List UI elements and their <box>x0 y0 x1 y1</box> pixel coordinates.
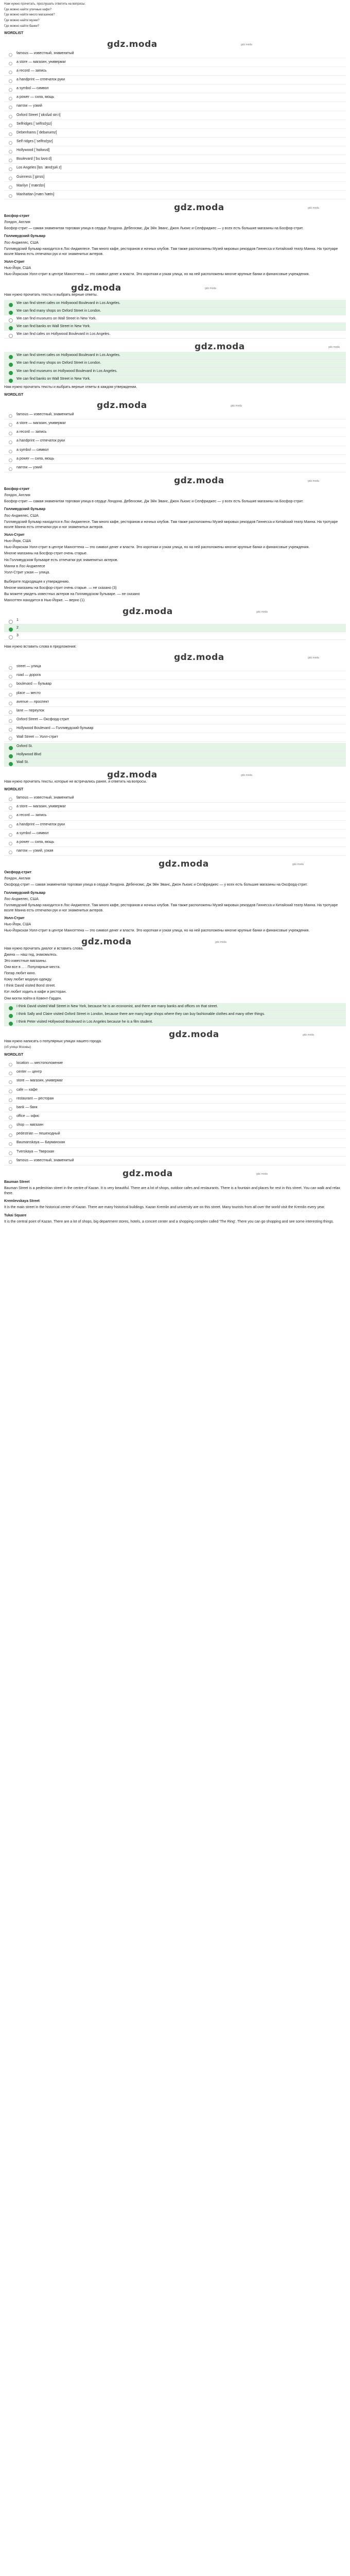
list-item: Oxford Street — Оксфорд-стрит <box>4 716 346 724</box>
text-block <box>4 870 346 934</box>
list-item: avenue — проспект <box>4 698 346 707</box>
paragraph: Оксфорд-стрит — самая знаменитая торговая улица в сердце Лондона. Дебенхэмс, Дж Эйн Эванс, Джон Льюис и Селфриджес — у всех есть большие магазины на Оксфорд-стрит. <box>4 883 308 887</box>
word-list <box>4 49 346 199</box>
watermark-small: gdz.moda <box>256 610 268 614</box>
paragraph: Нью-Йорк, США <box>4 923 31 927</box>
dialog-line: Они все в ... . Популярные места. <box>4 965 61 969</box>
question-line: Нам нужно прочитать, прослушать ответить на вопросы: <box>4 3 86 6</box>
answer-options <box>4 352 346 383</box>
list-item: a record — запись <box>4 811 346 820</box>
watermark-row <box>4 1027 346 1039</box>
answer-option[interactable]: 2 <box>4 624 346 632</box>
list-item: narrow — узкий, узкая <box>4 847 346 856</box>
dialog-intro: Нам нужно прочитать диалог и вставить слова. <box>4 946 84 951</box>
section-heading: Голливудский бульвар <box>4 507 46 512</box>
watermark-logo: gdz.moda <box>97 400 147 411</box>
wordlist-title: WORDLIST <box>4 31 24 36</box>
section-heading: Bauman Street <box>4 1180 30 1184</box>
list-item: Manhattan [mænˈhætn] <box>4 191 346 199</box>
list-item: office — офис <box>4 1112 346 1121</box>
paragraph: Лондон, Англия <box>4 221 30 225</box>
list-item: a record — запись <box>4 67 346 76</box>
dialog-line: Джина — наш гид, знакомьтесь. <box>4 953 58 957</box>
wordlist-title: WORDLIST <box>4 1053 24 1057</box>
list-item: Selfridges [ˈselfrɪdʒɪz] <box>4 120 346 129</box>
list-item: Wall Street — Уолл-стрит <box>4 733 346 742</box>
list-item: restaurant — ресторан <box>4 1095 346 1104</box>
paragraph: Голливудский бульвар находится в Лос-Анджелесе. Там много кафе, ресторанов и ночных клубов. Там также расположены Музей мировых рекордов Гиннесса и Китайский театр Манна. На тротуаре возле Манна есть отпечатки рук и ног знаменитых актеров. <box>4 520 338 529</box>
text-block <box>4 1179 346 1225</box>
paragraph: Многие магазины на Босфор-стрит очень старые. <box>4 552 88 556</box>
paragraph: Нью-Йорк, США <box>4 266 31 270</box>
watermark-row <box>4 768 346 779</box>
question-line: Где можно найти банки? <box>4 24 40 28</box>
answer-options <box>4 617 346 640</box>
section-heading: Уолл-Стрит <box>4 533 25 537</box>
answer-option[interactable]: We can find street cafes on Hollywood Boulevard in Los Angeles. <box>4 300 346 308</box>
answer-option[interactable]: I think Peter visited Hollywood Boulevard in Los Angeles because he is a film student. <box>4 1019 346 1026</box>
watermark-small: gdz.moda <box>303 1033 314 1037</box>
list-item: cafe — кафе <box>4 1086 346 1095</box>
watermark-logo: gdz.moda <box>122 606 173 617</box>
list-item: location — местоположение <box>4 1059 346 1068</box>
answer-option[interactable]: 3 <box>4 632 346 640</box>
wordlist-intro: Нам нужно вставить слова в предложения: <box>4 645 77 649</box>
paragraph: Босфор-стрит — самая знаменитая торговая улица в сердце Лондона. Дебенхэмс, Дж Эйн Эванс, Джон Льюис и Селфриджес — у всех есть большие магазины на Босфор-стрит. <box>4 500 304 504</box>
list-item: a symbol — символ <box>4 829 346 838</box>
question-line: Где можно найти уличные кафе? <box>4 8 52 11</box>
list-item: famous — известный, знаменитый <box>4 794 346 803</box>
list-item: a store — магазин, универмаг <box>4 803 346 811</box>
watermark-small: gdz.moda <box>292 863 304 867</box>
watermark-logo: gdz.moda <box>195 342 245 352</box>
watermark-logo: gdz.moda <box>107 39 157 49</box>
watermark-logo: gdz.moda <box>71 283 121 294</box>
list-item: lane — переулок <box>4 707 346 716</box>
task-intro: Нам нужно прочитать тексты и выбрать верные ответы. <box>4 293 98 297</box>
dialog-line: Кому любит модную одежду. <box>4 978 52 982</box>
question-line: Вы можете увидеть известных актеров на Голливудском бульваре. — не сказано <box>4 592 140 597</box>
answer-option[interactable]: We can find cafes on Hollywood Boulevard in Los Angeles. <box>4 331 346 338</box>
watermark-row <box>4 650 346 662</box>
watermark-small: gdz.moda <box>308 656 319 660</box>
watermark-row <box>4 398 346 410</box>
watermark-row <box>4 857 346 868</box>
wordlist-title: WORDLIST <box>4 787 24 791</box>
watermark-logo: gdz.moda <box>169 1029 219 1040</box>
watermark-row <box>4 281 346 292</box>
section-heading: Голливудский бульвар <box>4 234 46 239</box>
answer-option[interactable]: We can find banks on Wall Street in New York. <box>4 323 346 331</box>
list-item: narrow — узкий <box>4 102 346 111</box>
watermark-small: gdz.moda <box>231 404 242 408</box>
section-heading: Босфор-стрит <box>4 487 30 492</box>
section-heading: Уолл-Стрит <box>4 260 25 264</box>
question-sub: (об улице Москвы) <box>4 1046 31 1049</box>
answer-option[interactable]: We can find many shops on Oxford Street in London. <box>4 308 346 315</box>
watermark-small: gdz.moda <box>205 287 216 291</box>
answer-option[interactable]: We can find banks on Wall Street in New York. <box>4 376 346 383</box>
paragraph: Уолл-Стрит узкая — улица. <box>4 570 50 574</box>
list-item: pedestrian — пешеходный <box>4 1130 346 1139</box>
question-line: Манхэттен находится в Нью-Йорке. — верно (1) <box>4 599 85 603</box>
text-block <box>4 486 346 576</box>
list-item: a store — магазин, универмаг <box>4 58 346 67</box>
watermark-row <box>4 604 346 616</box>
paragraph: It is the central point of Kazan. There are a lot of shops, big department stores, hotels, a concert center and a shopping complex called 'The Ring'. There you can go shopping and see some interesting things. <box>4 1219 334 1224</box>
list-item: a handprint — отпечаток руки <box>4 437 346 446</box>
list-item: a handprint — отпечаток руки <box>4 76 346 84</box>
question-line: Где можно найти много магазинов? <box>4 13 55 17</box>
answer-option[interactable]: We can find street cafes on Hollywood Boulevard in Los Angeles. <box>4 352 346 360</box>
answer-options <box>4 743 346 766</box>
answer-intro: Нам нужно прочитать тексты и выбрать верные ответы в каждом утверждении. <box>4 385 137 389</box>
section-heading: Оксфорд-стрит <box>4 871 32 875</box>
word-list <box>4 1059 346 1165</box>
paragraph: Голливудский бульвар находится в Лос-Анджелесе. Там много кафе, ресторанов и ночных клубов. Там также расположены Музей мировых рекордов Гиннесса и Китайский театр Манна. На тротуаре возле Манна есть отпечатки рук и ног знаменитых актеров. <box>4 247 338 256</box>
list-item: a handprint — отпечаток руки <box>4 821 346 829</box>
watermark-row <box>4 935 346 946</box>
list-item: boulevard — бульвар <box>4 680 346 689</box>
watermark-logo: gdz.moda <box>159 859 209 870</box>
list-item: narrow — узкий <box>4 464 346 472</box>
list-item: street — улица <box>4 663 346 671</box>
question-intro: Нам нужно написать о популярных улицах нашего города. <box>4 1040 102 1044</box>
answer-options <box>4 1003 346 1026</box>
word-list <box>4 663 346 742</box>
list-item: Los Angeles [lɒs ˈændʒəli z] <box>4 164 346 173</box>
list-item: famous — известный, знаменитый <box>4 49 346 58</box>
watermark-small: gdz.moda <box>308 206 319 210</box>
watermark-row <box>4 37 346 48</box>
paragraph: Лос-Анджелес, США <box>4 897 39 901</box>
answer-option[interactable]: We can find many shops on Oxford Street in London. <box>4 360 346 367</box>
answer-option[interactable]: Wall St. <box>4 759 346 767</box>
list-item: Hollywood Boulevard — Голливудский бульвар <box>4 724 346 733</box>
dialog-line: Это известные магазины. <box>4 959 47 963</box>
paragraph: Босфор-стрит — самая знаменитая торговая улица в сердце Лондона. Дебенхэмс, Дж Эйн Эванс, Джон Льюис и Селфриджес — у всех есть большие магазины на Босфор-стрит. <box>4 227 304 231</box>
question-line: Где можно найти музеи? <box>4 19 40 23</box>
paragraph: Нью-Йоркская Уолл-стрит в центре Манхэттена — это символ денег и власти. Это короткая и узкая улица, но на ней расположены многие крупные банки и финансовые учреждения. <box>4 546 310 550</box>
paragraph: Лос-Анджелес, США <box>4 241 39 245</box>
list-item: a record — запись <box>4 428 346 437</box>
answer-option[interactable]: I think Sally and Claire visited Oxford Street in London, because there are many large shops where they can buy fashionable clothes and many other things. <box>4 1011 346 1019</box>
list-item: store — магазин, универмаг <box>4 1077 346 1086</box>
paragraph: Нью-Йоркская Уолл-стрит в центре Манхэттена — это символ денег и власти. Это короткая и узкая улица, но на ней расположены многие крупные банки и финансовые учреждения. <box>4 273 310 277</box>
list-item: a store — магазин, универмаг <box>4 419 346 428</box>
watermark-small: gdz.moda <box>241 773 252 777</box>
paragraph: Bauman Street is a pedestrian street in the centre of Kazan. It is very beautiful. There are a lot of shops, outdoor cafes and restaurants. There is a fountain and places for rest in this street. You can walk and relax there. <box>4 1186 341 1196</box>
watermark-logo: gdz.moda <box>174 652 224 663</box>
list-item: road — дорога <box>4 671 346 680</box>
watermark-logo: gdz.moda <box>107 769 157 780</box>
section-heading: Уолл-Стрит <box>4 917 25 921</box>
dialog-line: Попар любит кино. <box>4 972 36 976</box>
list-item: place — место <box>4 689 346 698</box>
watermark-small: gdz.moda <box>256 1172 268 1176</box>
list-item: Guinness [ˈɡɪnɪs] <box>4 173 346 182</box>
list-item: a power — сила, мощь <box>4 455 346 464</box>
paragraph: Манни в Лос-Анджелесе <box>4 564 45 568</box>
list-item: shop — магазин <box>4 1121 346 1130</box>
question-line: Многие магазины на Босфор-стрит очень старые. — не сказано (3) <box>4 586 117 590</box>
answer-option[interactable]: We can find museums on Hollywood Boulevard in Los Angeles. <box>4 368 346 376</box>
answer-option[interactable]: Oxford St. <box>4 743 346 751</box>
question-intro: Выберите подходящее к утверждению. <box>4 580 70 584</box>
answer-option[interactable]: We can find museums on Wall Street in New York. <box>4 315 346 323</box>
section-heading: Tukai Square <box>4 1213 27 1217</box>
paragraph: Лос-Анджелес, США <box>4 514 39 518</box>
answer-option[interactable]: 1 <box>4 617 346 624</box>
paragraph: Лондон, Англия <box>4 877 30 881</box>
watermark-small: gdz.moda <box>328 346 340 349</box>
list-item: Hollywood [ˈhɒliwʊd] <box>4 146 346 155</box>
text-block <box>4 213 346 278</box>
dialog-line: I think David visited Bond street. <box>4 984 56 988</box>
paragraph: Нью-Йоркская Уолл-стрит в центре Манхэттена — это символ денег и власти. Это короткая и узкая улица, но на ней расположены многие крупные банки и финансовые учреждения. <box>4 929 310 933</box>
paragraph: Нью-Йорк, США <box>4 539 31 544</box>
watermark-small: gdz.moda <box>215 940 226 944</box>
watermark-row <box>4 1166 346 1178</box>
list-item: a symbol — символ <box>4 446 346 455</box>
watermark-row <box>4 473 346 485</box>
article-intro: Нам нужно прочитать тексты, которые не встречались ранее, и ответить на вопросы. <box>4 779 147 784</box>
list-item: a symbol — символ <box>4 84 346 93</box>
list-item: Oxford Street [ˈɒksfəd striːt] <box>4 111 346 120</box>
answer-options <box>4 300 346 339</box>
wordlist-title: WORDLIST <box>4 393 24 397</box>
word-list <box>4 794 346 856</box>
page <box>0 0 350 1235</box>
list-item: a power — сила, мощь <box>4 93 346 102</box>
watermark-row <box>4 200 346 212</box>
list-item: center — центр <box>4 1068 346 1077</box>
dialog-line: Они могли пойти в Ковент-Гарден. <box>4 996 62 1001</box>
list-item: famous — известный, знаменитый <box>4 411 346 419</box>
answer-option[interactable]: Hollywood Blvd <box>4 751 346 759</box>
list-item: Debenhams [ˈdebənəmz] <box>4 129 346 138</box>
list-item: bank — банк <box>4 1104 346 1112</box>
watermark-logo: gdz.moda <box>122 1168 173 1179</box>
paragraph: Голливудский бульвар находится в Лос-Анджелесе. Там много кафе, ресторанов и ночных клубов. Там также расположены Музей мировых рекордов Гиннесса и Китайский театр Манна. На тротуаре возле Манна есть отпечатки рук и ног знаменитых актеров. <box>4 903 338 912</box>
section-heading: Босфор-стрит <box>4 214 30 218</box>
watermark-small: gdz.moda <box>308 480 319 483</box>
paragraph: It is the main street in the historical center of Kazan. There are many historical buildings. Kazan Kremlin and university are on this street. Many tourists from all over the world visit the Kremlin every year. <box>4 1206 325 1210</box>
watermark-logo: gdz.moda <box>174 476 224 486</box>
dialog-line: Кэт любит ходить в кафе и ресторан. <box>4 990 67 994</box>
paragraph: Лондон, Англия <box>4 494 30 498</box>
list-item: Boulevard [ˈbuːləvɑːd] <box>4 155 346 164</box>
section-heading: Голливудский бульвар <box>4 891 46 895</box>
watermark-small: gdz.moda <box>241 43 252 46</box>
section-heading: Kremlevskaya Street <box>4 1199 40 1204</box>
word-list <box>4 411 346 472</box>
list-item: Self ridges [ˈselfrɪdʒɪz] <box>4 138 346 146</box>
watermark-logo: gdz.moda <box>174 202 224 213</box>
list-item: Marilyn [ˈmærɪlɪn] <box>4 182 346 191</box>
watermark-logo: gdz.moda <box>81 936 132 947</box>
list-item: Tverskaya — Тверская <box>4 1148 346 1157</box>
list-item: famous — известный, знаменитый <box>4 1157 346 1165</box>
list-item: a power — сила, мощь <box>4 838 346 847</box>
paragraph: На Голливудском бульваре есть отпечатки рук знаменитых актеров. <box>4 558 118 562</box>
list-item: Baumanskaya — Бауманская <box>4 1139 346 1147</box>
watermark-row <box>4 340 346 351</box>
answer-option[interactable]: I think David visited Wall Street in New York, because he is an economist, and there are many banks and offices on that street. <box>4 1003 346 1011</box>
